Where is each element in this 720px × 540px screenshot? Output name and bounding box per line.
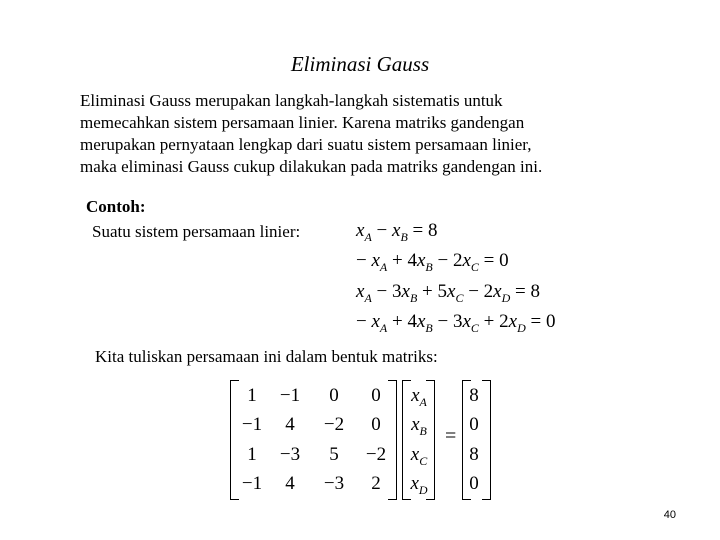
paragraph-line: memecahkan sistem persamaan linier. Karena matriks gandengan: [80, 113, 525, 132]
matrix-cell: −2: [365, 444, 387, 465]
matrix-cell: −3: [279, 444, 301, 465]
matrix-cell: 5: [329, 444, 339, 465]
matrix-cell: −2: [323, 414, 345, 435]
matrix-cell: −3: [323, 473, 345, 494]
matrix-cell: −1: [241, 473, 263, 494]
intro-paragraph: [80, 90, 660, 178]
paragraph-line: merupakan pernyataan lengkap dari suatu sistem persamaan linier,: [80, 135, 532, 154]
paragraph-line: maka eliminasi Gauss cukup dilakukan pada matriks gandengan ini.: [80, 157, 543, 176]
matrix-cell: 4: [285, 414, 295, 435]
page-number: 40: [663, 509, 676, 521]
equation-1: $x_A - x_B = 8$: [356, 220, 438, 244]
rhs-cell: 0: [469, 414, 479, 435]
variable-cell: $x_D$: [410, 473, 428, 497]
paragraph-line: Eliminasi Gauss merupakan langkah-langkah sistematis untuk: [80, 91, 503, 110]
rhs-cell: 8: [469, 444, 479, 465]
variable-cell: $x_C$: [410, 444, 428, 468]
rhs-cell: 8: [469, 385, 479, 406]
matrix-cell: 4: [285, 473, 295, 494]
slide-title: Eliminasi Gauss: [290, 52, 430, 76]
variable-cell: $x_A$: [411, 385, 427, 409]
example-intro: Suatu sistem persamaan linier:: [92, 222, 301, 241]
example-heading: Contoh:: [86, 197, 146, 216]
matrix-cell: 1: [247, 385, 257, 406]
matrix-cell: 1: [247, 444, 257, 465]
variable-cell: $x_B$: [411, 414, 427, 438]
matrix-cell: 2: [371, 473, 381, 494]
equals-sign: =: [445, 425, 457, 447]
matrix-cell: 0: [371, 385, 381, 406]
matrix-cell: −1: [241, 414, 263, 435]
rhs-cell: 0: [469, 473, 479, 494]
matrix-equation: [226, 380, 496, 500]
matrix-intro: Kita tuliskan persamaan ini dalam bentuk matriks:: [95, 347, 438, 366]
matrix-cell: 0: [329, 385, 339, 406]
equation-3: $x_A - 3x_B + 5x_C - 2x_D = 8$: [356, 281, 540, 305]
matrix-cell: 0: [371, 414, 381, 435]
equation-4: − $x_A + 4x_B - 3x_C + 2x_D = 0$: [356, 311, 556, 335]
equation-2: − $x_A + 4x_B - 2x_C = 0$: [356, 250, 509, 274]
matrix-cell: −1: [279, 385, 301, 406]
